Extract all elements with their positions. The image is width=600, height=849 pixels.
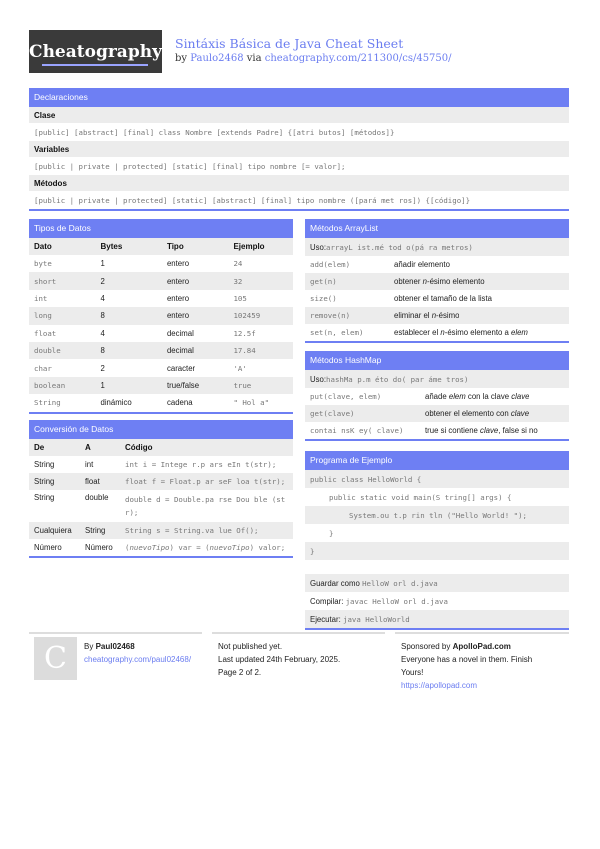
compilar-row: Compilar: javac HelloW orl d.java bbox=[310, 596, 448, 606]
table-cell: 8 bbox=[100, 346, 105, 356]
table-cell: decimal bbox=[166, 346, 194, 356]
table-row bbox=[29, 394, 293, 411]
footer-author-link[interactable]: cheatography.com/paul02468/ bbox=[84, 655, 192, 664]
code-line: System.ou t.p rin tln ("Hello World! "); bbox=[305, 506, 569, 524]
table-cell: 8 bbox=[100, 311, 105, 321]
table-cell: short bbox=[34, 276, 57, 286]
table-row bbox=[305, 324, 569, 341]
table-cell: dinámico bbox=[100, 398, 132, 408]
table-cell: 4 bbox=[100, 293, 105, 303]
code-line: public static void main(S tring[] args) { bbox=[329, 492, 512, 502]
code-line: } bbox=[329, 528, 334, 538]
method-desc: añadir elemento bbox=[394, 260, 450, 269]
table-cell: 4 bbox=[100, 328, 105, 338]
method-desc: obtener el tamaño de la lista bbox=[394, 294, 492, 303]
table-cell: 12.5f bbox=[233, 328, 256, 338]
method-desc: obtener el elemento con clave bbox=[425, 409, 530, 418]
author-link[interactable]: Paulo2468 bbox=[190, 53, 244, 64]
table-cell: 102459 bbox=[233, 311, 261, 321]
table-row bbox=[305, 388, 569, 405]
table-row: Cualquiera String String s = String.va lue Of(); bbox=[29, 522, 293, 539]
method-desc: obtener n-ésimo elemento bbox=[394, 277, 485, 286]
table-cell: 2 bbox=[100, 363, 105, 373]
table-cell: entero bbox=[166, 259, 190, 269]
table-row bbox=[29, 325, 293, 342]
col-de: De bbox=[34, 443, 45, 452]
sheet-byline: by Paulo2468 via cheatography.com/211300/cs/45750/ bbox=[175, 53, 452, 64]
table-cell: 105 bbox=[233, 293, 247, 303]
table-row bbox=[29, 377, 293, 394]
table-cell: String bbox=[34, 398, 61, 408]
method-name: contai nsK ey( clave) bbox=[310, 426, 404, 435]
table-row bbox=[29, 359, 293, 376]
conversion-box bbox=[29, 420, 293, 558]
arraylist-title: Métodos ArrayList bbox=[305, 219, 569, 238]
col-codigo: Código bbox=[125, 443, 153, 452]
hashmap-title: Métodos HashMap bbox=[305, 351, 569, 370]
section-code: [public | private | protected] [static] [final] tipo nombre [= valor]; bbox=[34, 161, 346, 171]
table-cell: float bbox=[34, 328, 57, 338]
section-heading: Clase bbox=[29, 107, 569, 123]
footer-author-name: Paul02468 bbox=[95, 642, 135, 651]
table-cell: caracter bbox=[166, 363, 196, 373]
logo-underline bbox=[42, 64, 148, 66]
method-name: get(clave) bbox=[310, 409, 355, 418]
col-a: A bbox=[85, 443, 91, 452]
footer-divider bbox=[29, 632, 202, 634]
table-cell: 1 bbox=[100, 259, 105, 269]
arraylist-uso: Uso: arrayL ist.mé tod o(pá ra metros) bbox=[305, 238, 569, 256]
table-row bbox=[29, 272, 293, 289]
section-code: [public | private | protected] [static] [abstract] [final] tipo nombre ([pará met ros]) {[código]} bbox=[34, 195, 471, 205]
table-row: String double double d = Double.pa rse Dou ble (st r); bbox=[34, 493, 286, 517]
table-row bbox=[29, 342, 293, 359]
conversion-title: Conversión de Datos bbox=[29, 420, 293, 439]
table-row bbox=[305, 273, 569, 290]
sheet-url-link[interactable]: cheatography.com/211300/cs/45750/ bbox=[264, 53, 452, 64]
method-name: add(elem) bbox=[310, 260, 351, 269]
tipos-datos-title: Tipos de Datos bbox=[29, 219, 293, 238]
table-row: String float float f = Float.p ar seF loa t(str); bbox=[29, 473, 293, 490]
table-row bbox=[305, 307, 569, 324]
hashmap-box bbox=[305, 351, 569, 441]
tipos-header-row bbox=[29, 238, 293, 255]
table-cell: entero bbox=[166, 293, 190, 303]
method-desc: true si contiene clave, false si no bbox=[425, 426, 538, 435]
footer-publish-info: Not published yet. Last updated 24th February, 2025. Page 2 of 2. bbox=[218, 642, 341, 677]
sponsor-link[interactable]: https://apollopad.com bbox=[401, 681, 478, 690]
table-row: String int int i = Intege r.p ars eIn t(str); bbox=[34, 460, 277, 469]
table-row bbox=[305, 256, 569, 273]
method-name: remove(n) bbox=[310, 311, 351, 320]
programa-box bbox=[305, 451, 569, 630]
footer-divider bbox=[212, 632, 385, 634]
section-heading: Variables bbox=[29, 141, 569, 157]
table-cell: long bbox=[34, 311, 52, 321]
sheet-title: Sintáxis Básica de Java Cheat Sheet bbox=[175, 36, 404, 51]
table-cell: 24 bbox=[233, 259, 243, 269]
table-cell: true/false bbox=[166, 380, 200, 390]
table-row bbox=[29, 290, 293, 307]
table-cell: " Hol a" bbox=[233, 398, 270, 408]
method-name: put(clave, elem) bbox=[310, 392, 382, 401]
method-desc: eliminar el n-ésimo bbox=[394, 311, 460, 320]
col-ejemplo: Ejemplo bbox=[233, 242, 265, 251]
programa-title: Programa de Ejemplo bbox=[305, 451, 569, 470]
table-row: Número Número (nuevoTipo) var = (nuevoTipo) valor; bbox=[34, 543, 286, 552]
table-row bbox=[305, 290, 569, 307]
guardar-row: Guardar como HelloW orl d.java bbox=[305, 574, 569, 592]
section-heading: Métodos bbox=[29, 175, 569, 191]
section-code: [public] [abstract] [final] class Nombre [extends Padre] {[atri butos] [métodos]} bbox=[34, 127, 395, 137]
table-cell: 1 bbox=[100, 380, 105, 390]
table-cell: cadena bbox=[166, 398, 193, 408]
col-bytes: Bytes bbox=[100, 242, 123, 251]
ejecutar-row: Ejecutar: java HelloWorld bbox=[305, 610, 569, 628]
tipos-datos-box bbox=[29, 219, 293, 414]
table-row bbox=[29, 255, 293, 272]
col-dato: Dato bbox=[34, 242, 52, 251]
method-desc: establecer el n-ésimo elemento a elem bbox=[394, 328, 528, 337]
col-tipo: Tipo bbox=[166, 242, 184, 251]
footer-author: By Paul02468 cheatography.com/paul02468/ bbox=[84, 642, 192, 664]
table-cell: entero bbox=[166, 276, 190, 286]
declaraciones-title: Declaraciones bbox=[29, 88, 569, 107]
table-cell: boolean bbox=[34, 380, 66, 390]
author-avatar[interactable]: C bbox=[34, 637, 77, 680]
footer-divider bbox=[395, 632, 569, 634]
table-cell: 32 bbox=[233, 276, 243, 286]
declaraciones-box bbox=[29, 88, 569, 211]
method-desc: añade elem con la clave clave bbox=[425, 392, 530, 401]
code-line: } bbox=[305, 542, 569, 560]
cheatography-logo[interactable] bbox=[29, 30, 162, 73]
table-row bbox=[305, 422, 569, 439]
method-name: get(n) bbox=[310, 277, 337, 286]
footer-sponsor: Sponsored by ApolloPad.com Everyone has a novel in them. Finish Yours! https://apollopad.com bbox=[401, 642, 533, 690]
table-cell: true bbox=[233, 380, 252, 390]
table-row bbox=[305, 405, 569, 422]
table-cell: byte bbox=[34, 259, 52, 269]
table-row bbox=[29, 307, 293, 324]
table-cell: double bbox=[34, 346, 61, 356]
method-name: set(n, elem) bbox=[310, 328, 364, 337]
table-cell: int bbox=[34, 293, 48, 303]
conversion-header-row bbox=[29, 439, 293, 456]
table-cell: 17.84 bbox=[233, 346, 256, 356]
code-line: public class HelloWorld { bbox=[305, 470, 569, 488]
table-cell: entero bbox=[166, 311, 190, 321]
table-cell: decimal bbox=[166, 328, 194, 338]
arraylist-box bbox=[305, 219, 569, 343]
hashmap-uso: Uso: hashMa p.m éto do( par áme tros) bbox=[305, 370, 569, 388]
table-cell: 2 bbox=[100, 276, 105, 286]
table-cell: 'A' bbox=[233, 363, 247, 373]
method-name: size() bbox=[310, 294, 337, 303]
logo-text: Cheatography bbox=[29, 41, 162, 62]
table-cell: char bbox=[34, 363, 52, 373]
